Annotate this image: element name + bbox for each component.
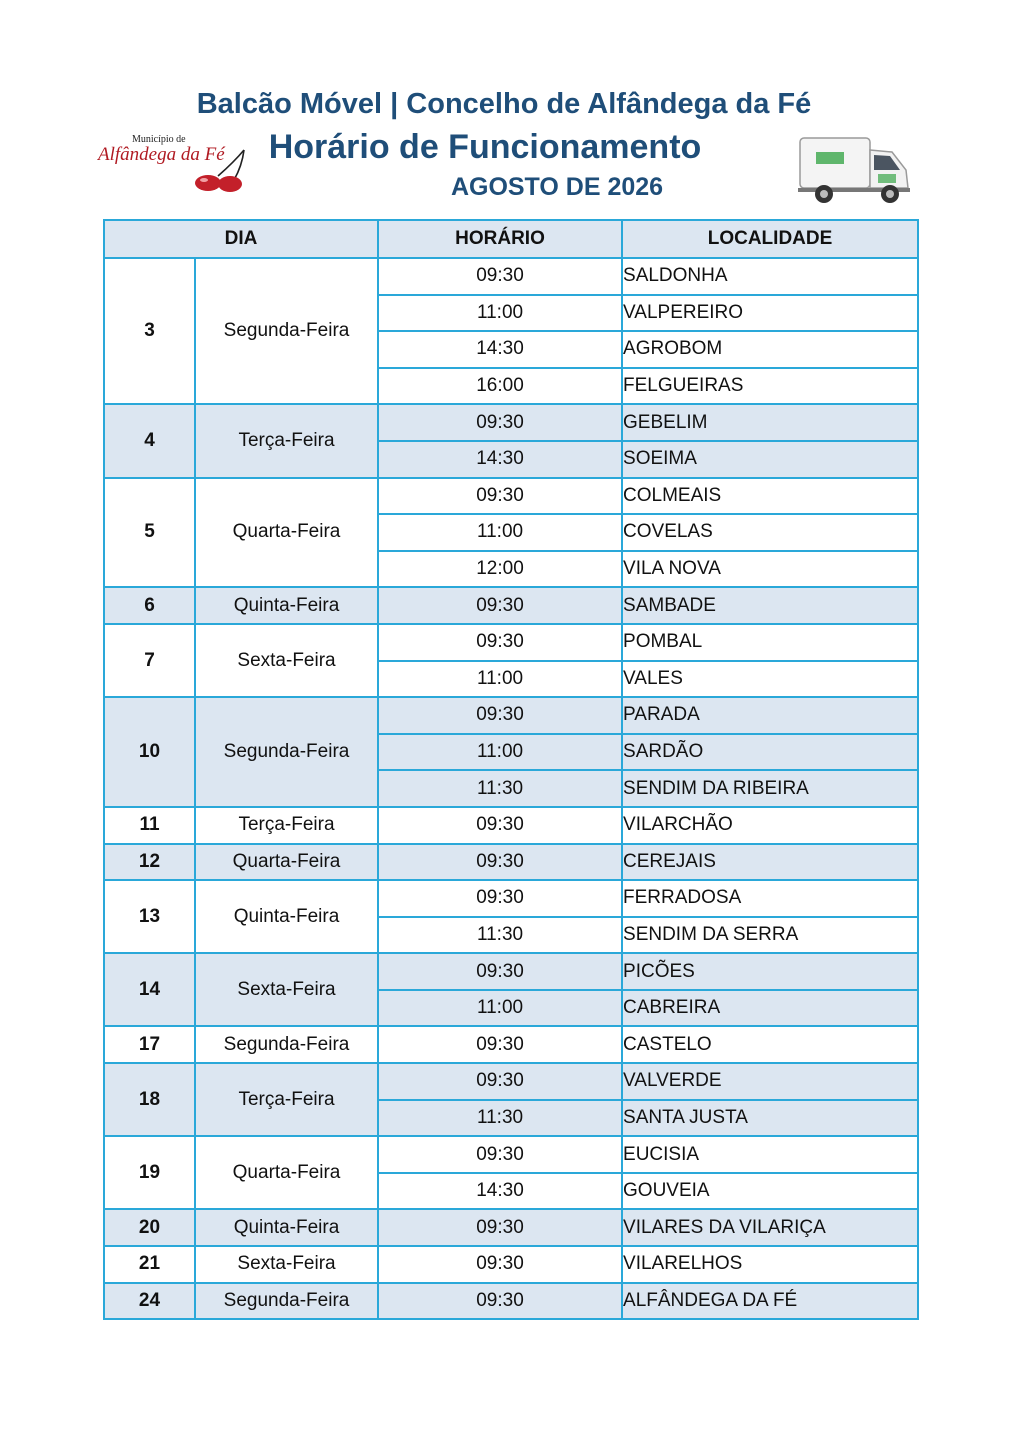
weekday: Segunda-Feira: [195, 1026, 378, 1063]
table-row: [104, 1246, 918, 1283]
table-row: [104, 1283, 918, 1320]
stop-time: 11:30: [378, 1100, 622, 1137]
stop-time: 09:30: [378, 1283, 622, 1320]
stop-location: FELGUEIRAS: [622, 368, 918, 405]
table-row: [104, 404, 918, 441]
day-number: 18: [104, 1063, 195, 1136]
stop-time: 09:30: [378, 404, 622, 441]
day-number: 3: [104, 258, 195, 404]
header-location: LOCALIDADE: [622, 220, 918, 258]
stop-time: 12:00: [378, 551, 622, 588]
stop-time: 11:00: [378, 514, 622, 551]
stop-time: 09:30: [378, 953, 622, 990]
stop-location: SAMBADE: [622, 587, 918, 624]
stop-location: ALFÂNDEGA DA FÉ: [622, 1283, 918, 1320]
day-number: 5: [104, 478, 195, 588]
stop-location: SENDIM DA RIBEIRA: [622, 770, 918, 807]
weekday: Terça-Feira: [195, 1063, 378, 1136]
stop-time: 09:30: [378, 880, 622, 917]
table-row: [104, 478, 918, 515]
stop-location: COLMEAIS: [622, 478, 918, 515]
weekday: Quinta-Feira: [195, 880, 378, 953]
stop-time: 14:30: [378, 441, 622, 478]
stop-location: PARADA: [622, 697, 918, 734]
stop-location: POMBAL: [622, 624, 918, 661]
stop-time: 14:30: [378, 331, 622, 368]
stop-location: SARDÃO: [622, 734, 918, 771]
weekday: Quinta-Feira: [195, 587, 378, 624]
stop-time: 09:30: [378, 844, 622, 881]
weekday: Sexta-Feira: [195, 953, 378, 1026]
stop-time: 11:30: [378, 917, 622, 954]
day-number: 12: [104, 844, 195, 881]
stop-location: VALPEREIRO: [622, 295, 918, 332]
weekday: Quarta-Feira: [195, 1136, 378, 1209]
document-period: AGOSTO DE 2026: [450, 173, 664, 201]
municipality-logo: [96, 132, 254, 194]
weekday: Quarta-Feira: [195, 844, 378, 881]
table-row: [104, 953, 918, 990]
weekday: Sexta-Feira: [195, 624, 378, 697]
table-row: [104, 258, 918, 295]
stop-location: SALDONHA: [622, 258, 918, 295]
document-subtitle: Horário de Funcionamento: [268, 128, 702, 166]
table-row: [104, 807, 918, 844]
stop-location: FERRADOSA: [622, 880, 918, 917]
table-row: [104, 1136, 918, 1173]
stop-time: 14:30: [378, 1173, 622, 1210]
table-header-row: [104, 220, 918, 258]
header-time: HORÁRIO: [378, 220, 622, 258]
day-number: 21: [104, 1246, 195, 1283]
stop-location: PICÕES: [622, 953, 918, 990]
day-number: 7: [104, 624, 195, 697]
stop-time: 09:30: [378, 258, 622, 295]
cherries-icon: [96, 132, 254, 194]
day-number: 6: [104, 587, 195, 624]
weekday: Sexta-Feira: [195, 1246, 378, 1283]
logo-main-text: Alfândega da Fé: [98, 144, 225, 165]
stop-location: VILARELHOS: [622, 1246, 918, 1283]
stop-time: 09:30: [378, 1026, 622, 1063]
stop-location: VILA NOVA: [622, 551, 918, 588]
stop-location: GEBELIM: [622, 404, 918, 441]
stop-time: 09:30: [378, 1063, 622, 1100]
stop-location: AGROBOM: [622, 331, 918, 368]
stop-location: VALES: [622, 661, 918, 698]
table-row: [104, 1026, 918, 1063]
stop-location: CASTELO: [622, 1026, 918, 1063]
stop-location: SANTA JUSTA: [622, 1100, 918, 1137]
table-row: [104, 880, 918, 917]
day-number: 24: [104, 1283, 195, 1320]
stop-time: 09:30: [378, 624, 622, 661]
stop-location: VILARES DA VILARIÇA: [622, 1209, 918, 1246]
header-day: DIA: [104, 220, 378, 258]
stop-time: 11:30: [378, 770, 622, 807]
weekday: Quarta-Feira: [195, 478, 378, 588]
stop-time: 11:00: [378, 295, 622, 332]
weekday: Terça-Feira: [195, 404, 378, 477]
day-number: 14: [104, 953, 195, 1026]
weekday: Quinta-Feira: [195, 1209, 378, 1246]
stop-time: 11:00: [378, 990, 622, 1027]
stop-time: 11:00: [378, 734, 622, 771]
stop-location: VALVERDE: [622, 1063, 918, 1100]
weekday: Segunda-Feira: [195, 258, 378, 404]
stop-time: 16:00: [378, 368, 622, 405]
mobile-van-image: [796, 130, 912, 206]
day-number: 17: [104, 1026, 195, 1063]
stop-location: CABREIRA: [622, 990, 918, 1027]
stop-time: 09:30: [378, 587, 622, 624]
stop-time: 09:30: [378, 1136, 622, 1173]
day-number: 11: [104, 807, 195, 844]
stop-time: 09:30: [378, 1209, 622, 1246]
stop-location: VILARCHÃO: [622, 807, 918, 844]
stop-location: SOEIMA: [622, 441, 918, 478]
schedule-table: [103, 219, 919, 1320]
day-number: 20: [104, 1209, 195, 1246]
stop-location: GOUVEIA: [622, 1173, 918, 1210]
stop-time: 09:30: [378, 1246, 622, 1283]
stop-location: CEREJAIS: [622, 844, 918, 881]
weekday: Segunda-Feira: [195, 1283, 378, 1320]
stop-location: SENDIM DA SERRA: [622, 917, 918, 954]
stop-location: EUCISIA: [622, 1136, 918, 1173]
day-number: 10: [104, 697, 195, 807]
table-row: [104, 844, 918, 881]
weekday: Segunda-Feira: [195, 697, 378, 807]
document-title: Balcão Móvel | Concelho de Alfândega da Fé: [196, 88, 812, 120]
logo-small-text: Município de: [132, 134, 186, 145]
stop-time: 09:30: [378, 478, 622, 515]
stop-time: 09:30: [378, 807, 622, 844]
day-number: 13: [104, 880, 195, 953]
day-number: 4: [104, 404, 195, 477]
weekday: Terça-Feira: [195, 807, 378, 844]
table-row: [104, 697, 918, 734]
stop-time: 11:00: [378, 661, 622, 698]
day-number: 19: [104, 1136, 195, 1209]
stop-location: COVELAS: [622, 514, 918, 551]
table-row: [104, 1209, 918, 1246]
table-row: [104, 624, 918, 661]
table-row: [104, 587, 918, 624]
stop-time: 09:30: [378, 697, 622, 734]
schedule-body: [104, 258, 918, 1319]
table-row: [104, 1063, 918, 1100]
